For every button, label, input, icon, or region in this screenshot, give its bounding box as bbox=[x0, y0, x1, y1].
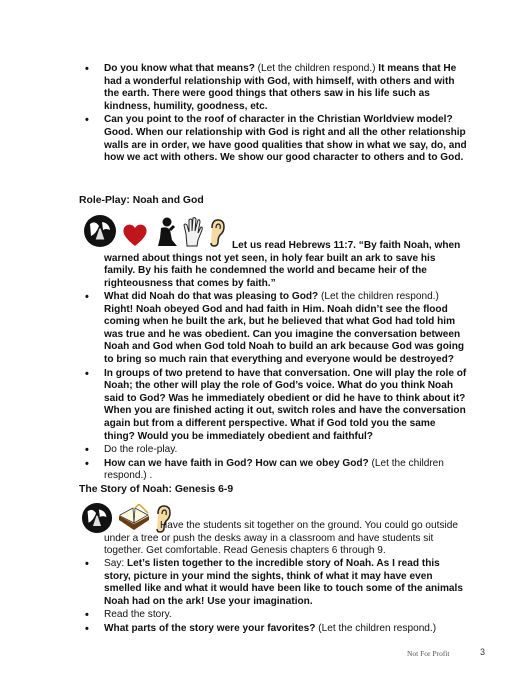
footer-text: Not For Profit bbox=[407, 649, 450, 658]
section-heading-role-play: Role-Play: Noah and God bbox=[79, 195, 204, 206]
list-item: • Say: Let’s listen together to the incredible story of Noah. As I read this story, picture in your mind the sights, think of what it may have even smelled like and what it would have been like to touch some of the animals Noah had on the ark! Use your imagination. bbox=[76, 558, 468, 608]
section-heading-story-of-noah: The Story of Noah: Genesis 6-9 bbox=[79, 484, 234, 495]
list-item: • What parts of the story were your favorites? (Let the children respond.) bbox=[76, 623, 468, 636]
list-item: • Do you know what that means? (Let the children respond.) It means that He had a wonderful relationship with God, with himself, with others and with the earth. There were good things that others saw in his life such as kindness, humility, goodness, etc. bbox=[76, 63, 468, 113]
role-play-bullet-list bbox=[76, 291, 468, 484]
list-item: • How can we have faith in God? How can we obey God? (Let the children respond.) . bbox=[76, 458, 468, 483]
list-item: • What did Noah do that was pleasing to God? (Let the children respond.) Right! Noah obeyed God and had faith in Him. Noah didn’t see the flood coming when he built the ark, but he believed that what God had told him was true and he was obedient. Can you imagine the conversation between Noah and God when God told Noah to build an ark because God was going to bring so much rain that everything and everyone would be destroyed? bbox=[76, 291, 468, 367]
list-item: • Can you point to the roof of character in the Christian Worldview model? Good. When our relationship with God is right and all the other relationship walls are in order, we have good qualities that show in what we say, do, and how we act with others. We show our good character to others and to God. bbox=[76, 114, 468, 164]
story-bullet-list bbox=[76, 558, 468, 637]
reading-instructions-paragraph: Have the students sit together on the ground. You could go outside under a tree or push the desks away in a classroom and have students sit together. Get comfortable. Read Genesis chapters 6 through 9. bbox=[104, 520, 458, 557]
list-item: • Read the story. bbox=[76, 609, 468, 622]
hebrews-reading-paragraph: Let us read Hebrews 11:7. “By faith Noah, when warned about things not yet seen, in holy fear built an ark to save his family. By his faith he condemned the world and became heir of the righteousness that comes by faith.” bbox=[104, 240, 461, 289]
list-item: • In groups of two pretend to have that conversation. One will play the role of Noah; the other will play the role of God’s voice. What do you think Noah said to God? Was he immediately obedient or did he have to think about it? When you are finished acting it out, switch roles and have the conversation again but from a different perspective. What if God told you the same thing? Would you be immediately obedient and faithful? bbox=[76, 368, 468, 444]
intro-bullet-list bbox=[76, 63, 468, 166]
list-item: • Do the role-play. bbox=[76, 444, 468, 457]
page-number: 3 bbox=[480, 647, 486, 657]
